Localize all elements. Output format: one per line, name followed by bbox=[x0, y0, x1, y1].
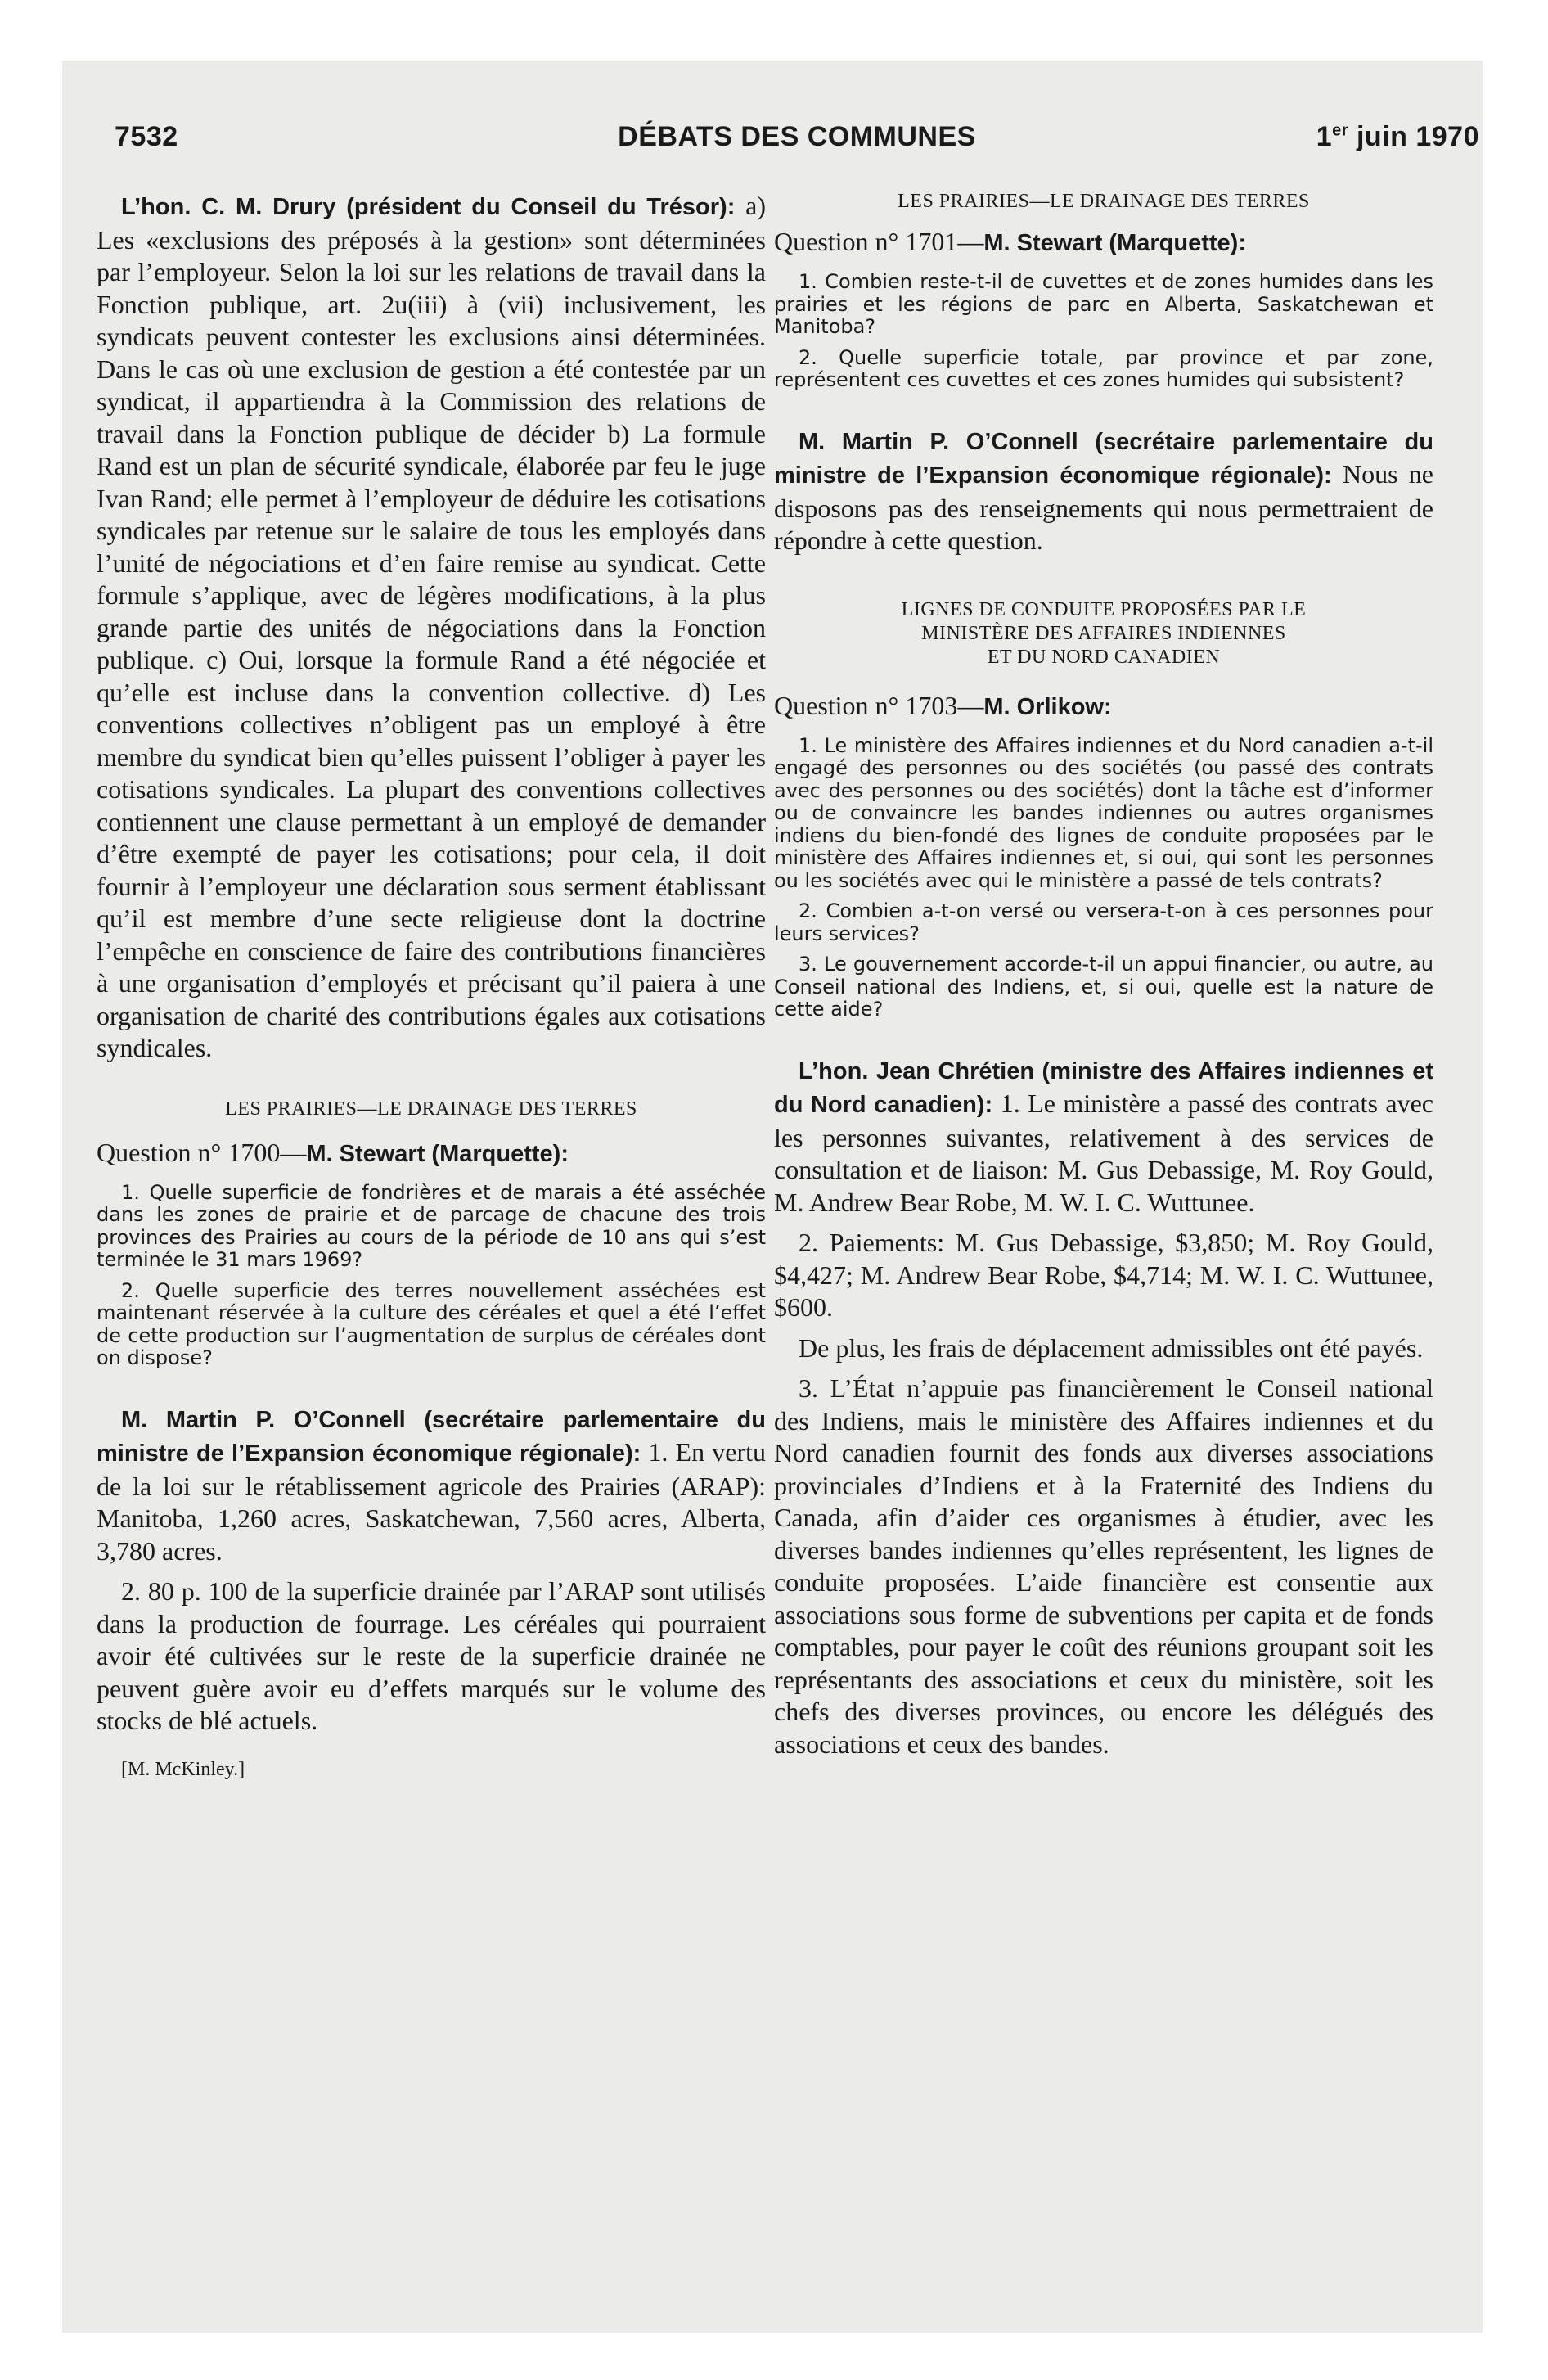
right-column bbox=[774, 190, 1433, 1760]
answer-text: a) Les «exclusions des préposés à la gestion» sont déterminées par l’employeur. Selon la loi sur les relations de travail dans la Fonction publique, art. 2u(iii) à (vii) inclusivement, les syndicats peuvent contester les exclusions ainsi déterminées. Dans le cas où une exclusion de gestion a été contestée par un syndicat, il appartiendra à la Commission des relations de travail dans la Fonction publique de décider b) La formule Rand est un plan de sécurité syndicale, élaborée par feu le juge Ivan Rand; elle permet à l’employeur de déduire les cotisations syndicales par retenue sur le salaire de tous les employés dans l’unité de négociations et d’en faire remise au syndicat. Cette formule s’applique, avec de légères modifications, à la plus grande partie des unités de négociations dans la Fonction publique. c) Oui, lorsque la formule Rand a été négociée et qu’elle est incluse dans la convention collective. d) Les conventions collectives n’obligent pas un employé à être membre du syndicat bien qu’elles puissent l’obliger à payer les cotisations syndicales. La plupart des conventions collectives contiennent une clause permettant à un employé de demander d’être exempté de payer les cotisations; pour cela, il doit fournir à l’employeur une déclaration sous serment établissant qu’il est membre d’une secte religieuse dont la doctrine l’empêche en conscience de faire des contributions financières à une organisation d’employés et précisant qu’il paiera à une organisation de charité des contributions égales aux cotisations syndicales. bbox=[97, 191, 766, 1062]
question-item: 2. Quelle superficie totale, par province et par zone, représentent ces cuvettes et ces zones humides qui subsistent? bbox=[774, 345, 1433, 391]
questioner-name: M. Stewart (Marquette): bbox=[306, 1140, 569, 1167]
question-item: 1. Combien reste-t-il de cuvettes et de zones humides dans les prairies et les régions de parc en Alberta, Saskatchewan et Manitoba? bbox=[774, 270, 1433, 338]
oconnell-answer-1701 bbox=[774, 425, 1433, 557]
questioner-name: M. Stewart (Marquette): bbox=[983, 230, 1246, 256]
oconnell-answer-1700 bbox=[97, 1403, 766, 1568]
section-title: LES PRAIRIES—LE DRAINAGE DES TERRES bbox=[898, 191, 1310, 212]
question-number: Question n° 1701— bbox=[774, 227, 984, 256]
answer-paragraph: De plus, les frais de déplacement admissibles ont été payés. bbox=[799, 1332, 1424, 1363]
speaker-name: M. Martin P. O’Connell (secrétaire parlementaire du ministre de l’Expansion économique régionale): bbox=[774, 428, 1433, 489]
question-item: 1. Le ministère des Affaires indiennes et du Nord canadien a-t-il engagé des personnes ou des sociétés (ou passé des contrats avec des personnes ou des sociétés) dont la tâche est d’informer ou de convaincre les bandes indiennes ou autres organismes indiens du bien-fondé des lignes de conduite proposées par le ministère des Affaires indiennes et, si oui, qui sont les personnes ou les sociétés avec qui le ministère a passé de tels contrats? bbox=[774, 733, 1433, 892]
section-title-line: MINISTÈRE DES AFFAIRES INDIENNES bbox=[921, 622, 1286, 644]
drury-answer bbox=[97, 190, 766, 1065]
questioner-name: M. Orlikow: bbox=[983, 693, 1112, 720]
question-heading bbox=[774, 225, 1433, 259]
section-title-line: LIGNES DE CONDUITE PROPOSÉES PAR LE bbox=[901, 598, 1307, 620]
page-number: 7532 bbox=[115, 121, 178, 152]
question-item: 2. Quelle superficie des terres nouvellement asséchées est maintenant réservée à la culture des céréales et quel a été l’effet de cette production sur l’augmentation de surplus de céréales dont on dispose? bbox=[97, 1278, 766, 1369]
speaker-name: L’hon. Jean Chrétien (ministre des Affaires indiennes et du Nord canadien): bbox=[774, 1057, 1433, 1118]
section-title: LES PRAIRIES—LE DRAINAGE DES TERRES bbox=[225, 1098, 637, 1120]
question-number: Question n° 1703— bbox=[774, 690, 984, 720]
question-number: Question n° 1700— bbox=[97, 1137, 307, 1167]
chretien-answer bbox=[774, 1054, 1433, 1219]
question-item: 1. Quelle superficie de fondrières et de marais a été asséchée dans les zones de prairie et de parcage de chacune des trois provinces des Prairies au cours de la période de 10 ans qui s’est terminée le 31 mars 1969? bbox=[97, 1180, 766, 1271]
answer-text: 1. En vertu de la loi sur le rétablissement agricole des Prairies (ARAP): Manitoba, 1,260 acres, Saskatchewan, 7,560 acres, Alberta, 3,780 acres. bbox=[97, 1437, 766, 1566]
section-title bbox=[774, 598, 1433, 669]
answer-paragraph: 3. L’État n’appuie pas financièrement le Conseil national des Indiens, mais le ministère des Affaires indiennes et du Nord canadien fournit des fonds aux diverses associations provinciales d’Indiens et à la Fraternité des Indiens du Canada, afin d’aider ces organismes à étudier, avec les diverses bandes indiennes qu’elles représentent, les lignes de conduite proposées. L’aide financière est consentie aux associations sous forme de subventions per capita et de fonds comptables, pour payer le coût des réunions groupant soit les représentants des associations et ceux du ministère, soit les chefs des diverses provinces, ou encore les délégués des associations et ceux des bandes. bbox=[774, 1373, 1433, 1759]
answer-text: 1. Le ministère a passé des contrats avec les personnes suivantes, relativement à des services de consultation et de liaison: M. Gus Debassige, M. Roy Gould, M. Andrew Bear Robe, M. W. I. C. Wuttunee. bbox=[774, 1089, 1433, 1217]
question-heading bbox=[97, 1136, 766, 1170]
question-item: 2. Combien a-t-on versé ou versera-t-on à ces personnes pour leurs services? bbox=[774, 899, 1433, 945]
left-column bbox=[97, 190, 766, 1782]
answer-text: Nous ne disposons pas des renseignements qui nous permettraient de répondre à cette question. bbox=[774, 459, 1433, 555]
publication-title: DÉBATS DES COMMUNES bbox=[618, 121, 976, 152]
answer-paragraph: 2. 80 p. 100 de la superficie drainée par l’ARAP sont utilisés dans la production de fourrage. Les céréales qui pourraient avoir été cultivées sur le reste de la superficie drainée ne peuvent guère avoir eu d’effets marqués sur le volume des stocks de blé actuels. bbox=[97, 1576, 766, 1735]
question-item: 3. Le gouvernement accorde-t-il un appui financier, ou autre, au Conseil national des Indiens, et, si oui, quelle est la nature de cette aide? bbox=[774, 953, 1433, 1021]
signature: [M. McKinley.] bbox=[121, 1758, 245, 1780]
section-title-line: ET DU NORD CANADIEN bbox=[987, 646, 1221, 668]
issue-date: 1er juin 1970 bbox=[1316, 121, 1479, 152]
answer-paragraph: 2. Paiements: M. Gus Debassige, $3,850; M. Roy Gould, $4,427; M. Andrew Bear Robe, $4,714; M. W. I. C. Wuttunee, $600. bbox=[774, 1228, 1433, 1322]
page-header bbox=[115, 121, 1479, 170]
speaker-name: M. Martin P. O’Connell (secrétaire parlementaire du ministre de l’Expansion économique régionale): bbox=[97, 1406, 766, 1467]
question-heading bbox=[774, 689, 1433, 723]
speaker-name: L’hon. C. M. Drury (président du Conseil du Trésor): bbox=[121, 194, 736, 220]
